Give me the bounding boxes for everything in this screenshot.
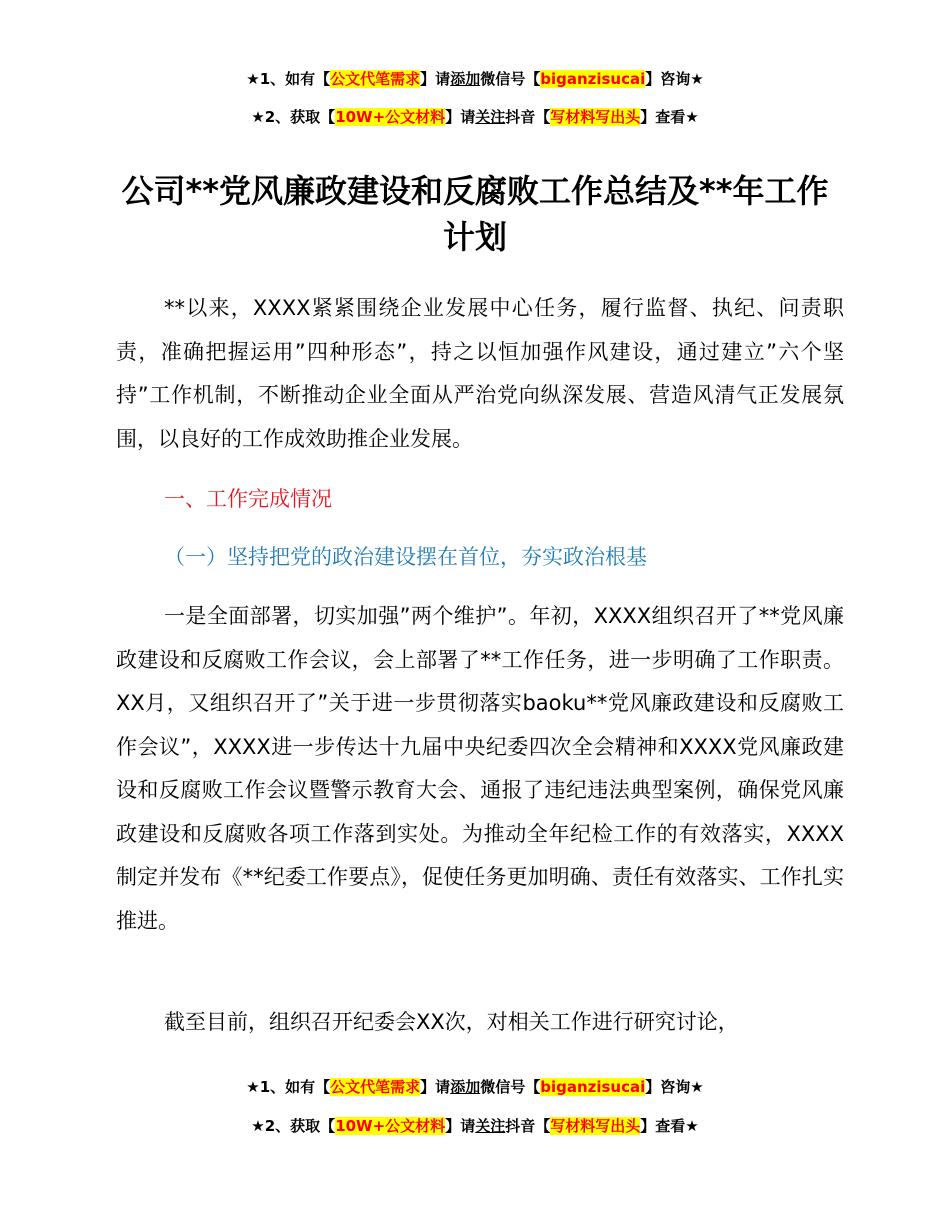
- banner-highlight: 写材料写出头: [550, 1117, 641, 1135]
- banner-text: 抖音【: [505, 108, 551, 126]
- banner-text: 】咨询★: [645, 1078, 704, 1096]
- banner-text: 】查看★: [640, 108, 699, 126]
- banner-highlight: biganzisucai: [540, 1078, 646, 1096]
- banner-text: ★1、如有【: [246, 1078, 331, 1096]
- banner-underline: 关注: [475, 1117, 506, 1135]
- banner-text: 】咨询★: [645, 70, 704, 88]
- banner-underline: 添加: [450, 1078, 481, 1096]
- banner-underline: 关注: [475, 108, 506, 126]
- banner-underline: 添加: [450, 70, 481, 88]
- banner-highlight: 公文代笔需求: [330, 1078, 421, 1096]
- body-paragraph-continued: 截至目前，组织召开纪委会XX次，对相关工作进行研究讨论，: [164, 1010, 739, 1034]
- banner-text: ★2、获取【: [251, 1117, 336, 1135]
- banner-text: 微信号【: [480, 1078, 541, 1096]
- body-paragraph: 一是全面部署，切实加强”两个维护”。年初，XXXX组织召开了**党风廉政建设和反腐败工作会议，会上部署了**工作任务，进一步明确了工作职责。XX月，又组织召开了”关于进一步贯彻落实baoku**党风廉政建设和反腐败工作会议”，XXXX进一步传达十九届中央纪委四次全会精神和XXXX党风廉政建设和反腐败工作会议暨警示教育大会、通报了违纪违法典型案例，确保党风廉政建设和反腐败各项工作落到实处。为推动全年纪检工作的有效落实，XXXX制定并发布《**纪委工作要点》，促使任务更加明确、责任有效落实、工作扎实推进。: [116, 604, 844, 933]
- bottom-banner-line-2: [0, 1115, 950, 1137]
- banner-highlight: 10W+公文材料: [335, 108, 446, 126]
- banner-highlight: biganzisucai: [540, 70, 646, 88]
- banner-text: 】请: [420, 1078, 451, 1096]
- banner-text: 】请: [445, 1117, 476, 1135]
- banner-text: 】请: [445, 108, 476, 126]
- document-title: 公司**党风廉政建设和反腐败工作总结及**年工作计划: [121, 172, 829, 256]
- banner-highlight: 写材料写出头: [550, 108, 641, 126]
- subsection-heading: （一）坚持把党的政治建设摆在首位，夯实政治根基: [164, 545, 647, 569]
- intro-paragraph: **以来，XXXX紧紧围绕企业发展中心任务，履行监督、执纪、问责职责，准确把握运用”四种形态”，持之以恒加强作风建设，通过建立”六个坚持”工作机制，不断推动企业全面从严治党向纵深发展、营造风清气正发展氛围，以良好的工作成效助推企业发展。: [116, 296, 844, 451]
- banner-text: ★2、获取【: [251, 108, 336, 126]
- banner-text: ★1、如有【: [246, 70, 331, 88]
- banner-highlight: 10W+公文材料: [335, 1117, 446, 1135]
- top-banner-line-2: [0, 106, 950, 128]
- section-heading: 一、工作完成情况: [164, 487, 332, 511]
- banner-text: 抖音【: [505, 1117, 551, 1135]
- top-banner-line-1: [0, 68, 950, 90]
- banner-text: 微信号【: [480, 70, 541, 88]
- banner-highlight: 公文代笔需求: [330, 70, 421, 88]
- banner-text: 】查看★: [640, 1117, 699, 1135]
- banner-text: 】请: [420, 70, 451, 88]
- bottom-banner-line-1: [0, 1076, 950, 1098]
